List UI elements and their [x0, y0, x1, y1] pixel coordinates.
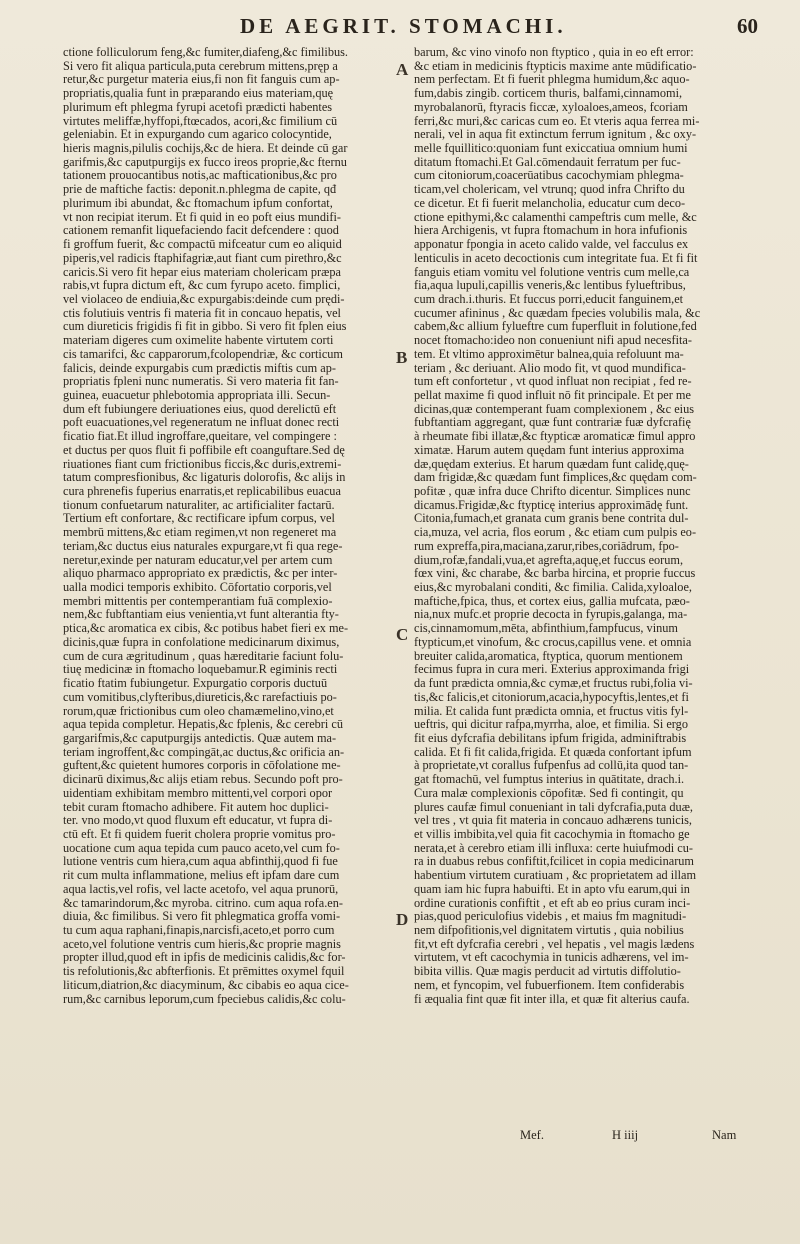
text-line: dum eft fubiungere deriuationes eius, quod derelictū eft	[63, 402, 337, 416]
text-line: fia,aqua lupuli,capillis veneris,&c lentibus fylueftribus,	[414, 279, 686, 293]
text-line: geleniabin. Et in expurgando cum agarico colocyntide,	[63, 128, 332, 142]
text-line: tem. Et vltimo approximētur balnea,quia refoluunt ma-	[414, 347, 684, 361]
text-line: cia,muza, vel acria, flos eorum , &c etiam cum pulpis eo-	[414, 526, 697, 540]
text-line: &c tamarindorum,&c myroba. citrino. cum aqua rofa.en-	[63, 896, 343, 910]
text-line: vel violaceo de endiuia,&c expurgabis:deinde cum prędi-	[63, 292, 345, 306]
text-line: &c etiam in medicinis ftypticis maxime ante mūdificatio-	[414, 59, 697, 73]
text-line: teriam , &c deriuant. Alio modo fit, vt quod mundifica-	[414, 361, 686, 375]
text-line: tis refolutionis,&c abfterfionis. Et prēmittes oxymel fquil	[63, 965, 345, 979]
text-line: propriatis,qualia funt in præparando eius materiam,quę	[63, 87, 334, 101]
section-marker-b: B	[396, 348, 408, 367]
text-line: tis,&c falicis,et citoniorum,acacia,hypocyftis,lentes,et fi	[414, 690, 689, 704]
text-line: pias,quod periculofius videbis , et maius fm magnitudi-	[414, 910, 687, 924]
text-line: myrobalanorū, ftyracis ficcæ, xyloaloes,ameos, fcoriam	[414, 100, 688, 114]
text-line: plures caufæ fimul conueniant in tali dyfcrafia,puta duæ,	[414, 800, 693, 814]
text-line: Citonia,fumach,et granata cum granis bene contrita dul-	[414, 512, 689, 526]
text-line: nem, et fyncopim, vel fubuerfionem. Item confiderabis	[414, 978, 685, 992]
text-line: nia,nux mufc.et proprie decocta in fyrupis,galanga, ma-	[414, 608, 688, 622]
text-line: tebit curam ftomacho adhibere. Fit autem hoc duplici-	[63, 800, 329, 814]
text-line: aliquo pharmaco appropriato ex prædictis, &c per inter-	[63, 567, 338, 581]
text-line: breuiter calida,aromatica, ftyptica, quorum mentionem	[414, 649, 683, 663]
text-line: vt non recipiat iterum. Et fi quid in eo poft eius mundifi-	[63, 210, 341, 224]
text-line: tiuę medicinæ in ftomacho loquebamur.R egiminis recti	[63, 663, 338, 677]
text-line: et villis imbibita,vel quia fit cacochymia in ftomacho ge	[414, 827, 690, 841]
text-line: et ductus per quos fluit fi poffibile eft coanguftare.Sed dę	[63, 443, 345, 457]
text-line: tatum compresfionibus, &c ligaturis dolorofis, &c alijs in	[63, 471, 346, 485]
text-line: uocatione cum aqua tepida cum pauco aceto,vel cum fo-	[63, 841, 340, 855]
text-line: fi æqualia fint quæ fit inter illa, et quæ fit alterius caufa.	[414, 992, 690, 1006]
text-line: plurimum ibi abundat, &c ftomachum ipfum confortat,	[63, 196, 333, 210]
text-line: virtutes meliffæ,hyffopi,ftœcados, acori,&c fimilium cū	[63, 114, 338, 128]
text-line: ctione folliculorum feng,&c fumiter,diafeng,&c fimilibus.	[63, 46, 348, 59]
text-line: à proprietate,vt corallus fufpenfus ad collū,ita quod tan-	[414, 759, 689, 773]
text-line: nem difpofitionis,vel dignitatem virtutis , quia nobilius	[414, 924, 684, 937]
text-line: cum vomitibus,clyfteribus,diureticis,&c rarefactiuis po-	[63, 690, 337, 704]
text-line: tationem prouocantibus notis,ac mafticationibus,&c pro	[63, 169, 337, 183]
text-line: fit,vt eft dyfcrafia cerebri , vel hepatis , vel magis lædens	[414, 937, 695, 951]
text-line: Si vero fit aliqua particula,puta cerebrum mittens,pręp a	[63, 59, 338, 73]
text-line: cum diureticis frigidis fi fit in gibbo. Si vero fit fplen eius	[63, 320, 347, 334]
text-line: fubftantiam aggregant, quæ funt contrariæ fuæ dyfcrafię	[414, 416, 691, 430]
text-line: plurimum eft phlegma fyrupi acetofi prædicti habentes	[63, 100, 333, 114]
text-line: ualla modici temporis exhibito. Cōfortatio corporis,vel	[63, 581, 332, 595]
text-line: lutione ventris cum hiera,cum aqua abfinthij,quod fi fue	[63, 855, 338, 869]
text-line: gargarifmis,&c caputpurgijs antedictis. Quæ autem ma-	[63, 731, 337, 745]
text-line: dium,rofæ,fandali,vua,et agrefta,aquę,et fuccus eorum,	[414, 553, 684, 567]
text-line: bibita villis. Quæ magis perducit ad virtutis diffolutio-	[414, 965, 681, 979]
text-line: rit cum multa inflammatione, melius eft ipfam dare cum	[63, 869, 340, 883]
right-text-column	[414, 46, 750, 1006]
text-line: fanguis etiam vomitu vel folutione ventris cum melle,ca	[414, 265, 690, 279]
text-line: dicinas,quæ contemperant fuam complexionem , &c eius	[414, 402, 695, 416]
text-line: rorum,quæ frictionibus cum oleo chamæmelino,vino,et	[63, 704, 334, 718]
text-line: nerali, vel in aqua fit extinctum ferrum ignitum , &c oxy-	[414, 128, 697, 142]
text-line: propter illud,quod eft in ipfis de medicinis calidis,&c for-	[63, 951, 346, 965]
catchword-left: Mef.	[520, 1128, 544, 1142]
text-line: dæ,quędam exterius. Et harum quædam funt calidę,quę-	[414, 457, 689, 471]
text-line: gat ftomachū, vel fumptus interius in quātitate, drach.i.	[414, 773, 685, 787]
text-line: ctione epithymi,&c calamenthi campeftris cum melle, &c	[414, 210, 697, 224]
text-line: da funt prædicta omnia,&c cymæ,et fructus rubi,folia vi-	[414, 677, 693, 691]
text-line: cum de cura ægritudinum , quas hæreditarie faciunt folu-	[63, 649, 344, 663]
text-line: ctis folutiuis ventris fi materia fit in concauo hepatis, vel	[63, 306, 341, 320]
text-line: nerata,et à cerebro etiam illi influxa: certe huiufmodi cu-	[414, 841, 693, 855]
text-line: lenticulis in aceto decoctionis cum integritate fua. Et fi fit	[414, 251, 698, 265]
text-line: quam iam hic fupra habuifti. Et in apto vfu earum,qui in	[414, 882, 690, 896]
text-line: fum,dabis zingib. corticem thuris, balfami,cinnamomi,	[414, 87, 683, 101]
text-line: cis,cinnamomum,mēta, abfinthium,fampfucus, vinum	[414, 622, 678, 636]
text-line: barum, &c vino vinofo non ftyptico , quia in eo eft error:	[414, 46, 694, 59]
text-line: pofitæ , quæ infra duce Chrifto dicentur. Simplices nunc	[414, 485, 691, 498]
text-line: materiam digeres cum oximelite habente virtutem corti	[63, 334, 334, 348]
section-marker-d: D	[396, 910, 409, 929]
text-line: uidentiam exhibitam membro mittenti,vel corpori opor	[63, 786, 333, 800]
text-line: dam frigidæ,&c quædam funt fimplices,&c quędam com-	[414, 471, 697, 485]
text-line: aqua tepida completur. Hepatis,&c fplenis, &c cerebri cū	[63, 718, 343, 732]
section-marker-c: C	[396, 625, 409, 644]
text-line: ce dicetur. Et fi fuerit melancholia, educatur cum deco-	[414, 196, 686, 210]
text-line: fecimus fupra in cura meri. Exterius approximanda frigi	[414, 663, 690, 677]
text-line: hieris magnis,pilulis cochijs,&c de hiera. Et deinde cū gar	[63, 142, 348, 156]
text-line: piperis,vel radicis ftaphifagriæ,aut fiant cum pirethro,&c	[63, 251, 342, 265]
text-line: aqua lactis,vel rofis, vel lacte acetofo, vel aqua prunorū,	[63, 882, 339, 896]
text-line: ftypticum,et vinofum, &c crocus,capillus vene. et omnia	[414, 635, 692, 649]
text-line: cabem,&c allium fylueftre cum fuperfluit in folutione,fed	[414, 320, 697, 334]
page-number: 60	[737, 14, 758, 38]
text-line: cationem remanfit liquefaciendo facit defcendere : quod	[63, 224, 339, 238]
text-line: rum expreffa,pira,maciana,zarur,ribes,coriādrum, fpo-	[414, 539, 679, 553]
text-line: ra in duabus rebus confiftit,fcilicet in copia medicinarum	[414, 855, 695, 869]
text-line: dicinarū diximus,&c alijs etiam rebus. Secundo poft pro-	[63, 773, 343, 787]
text-line: ditatum ftomachi.Et Gal.cōmendauit ferratum per fuc-	[414, 155, 681, 169]
text-line: ordine curationis confiftit , et eft ab eo prius curam inci-	[414, 896, 691, 910]
text-line: ficatio fiat.Et illud ingroffare,queitare, vel compingere :	[63, 430, 337, 444]
text-line: prie de maftiche factis: deponit.n.phlegma de capite, qđ	[63, 183, 337, 197]
text-line: pellat maxime fi quod influit nō fit principale. Et per me	[414, 388, 691, 402]
text-line: dicinis,quæ fupra in confolatione medicinarum diximus,	[63, 635, 340, 649]
text-line: fœx vini, &c charabe, &c barba hircina, et proprie fuccus	[414, 567, 696, 581]
text-line: nem,&c fubftantiam eius venientia,vt funt alterantia fty-	[63, 608, 339, 622]
text-line: liticum,diatrion,&c diacyminum, &c cibabis eo aqua cice-	[63, 978, 349, 992]
catchword-right: Nam	[712, 1128, 737, 1142]
text-line: melle fquillitico:quoniam funt exiccatiua omnium humi	[414, 142, 688, 156]
text-line: Tertium eft confortare, &c rectificare ipfum corpus, vel	[63, 512, 335, 526]
text-line: ticam,vel cholericam, vel vtrunq; quod infra Chrifto du	[414, 183, 685, 197]
text-line: habentium virtutem curatiuam , &c proprietatem ad illam	[414, 869, 697, 883]
left-text-column	[63, 46, 393, 1006]
text-line: ferri,&c muri,&c caricas cum eo. Et vteris aqua ferrea mi-	[414, 114, 700, 128]
text-line: nocet ftomacho:ideo non conueniunt nifi apud necesfita-	[414, 334, 692, 348]
text-line: riuationes fiant cum frictionibus ficcis,&c duris,extremi-	[63, 457, 342, 471]
text-line: calida. Et fi fit calida,frigida. Et quæda confortant ipfum	[414, 745, 692, 759]
text-line: falicis, deinde expurgabis cum prædictis miftis cum ap-	[63, 361, 336, 375]
text-line: tum eft confortetur , vt quod influat non recipiat , fed re-	[414, 375, 692, 389]
text-line: tu cum aqua raphani,finapis,narcisfi,aceto,et porro cum	[63, 924, 335, 937]
text-line: cum citoniorum,coacerūatibus cacochymiam phlegma-	[414, 169, 684, 183]
text-line: à rheumate fibi illatæ,&c ftypticæ aromaticæ fimul appro	[414, 430, 696, 444]
text-line: propriatis fpleni nunc numeratis. Si vero materia fit fan-	[63, 375, 339, 389]
text-line: ximatæ. Harum autem quędam funt interius approxima	[414, 443, 685, 457]
text-line: hiera Archigenis, vt fupra ftomachum in hora infufionis	[414, 224, 688, 238]
text-line: apponatur fpongia in aceto calido valde, vel facculus ex	[414, 238, 689, 252]
text-line: ter. vno modo,vt quod fluxum eft educatur, vt fupra di-	[63, 814, 333, 828]
text-line: tionum confuetarum naturaliter, ac artificialiter factarū.	[63, 498, 335, 512]
text-line: rum,&c carnibus leporum,cum fpeciebus calidis,&c colu-	[63, 992, 346, 1006]
text-line: maftiche,fpica, thus, et cortex eius, gallia mufcata, pæo-	[414, 594, 690, 608]
text-line: cucumer afininus , &c quædam fpecies volubilis mala, &c	[414, 306, 701, 320]
signature-mark: H iiij	[612, 1128, 639, 1142]
text-line: membrū mittens,&c etiam regimen,vt non regeneret ma	[63, 526, 337, 540]
text-line: diuia, &c fimilibus. Si vero fit phlegmatica groffa vomi-	[63, 910, 341, 924]
section-marker-a: A	[396, 60, 409, 79]
text-line: virtutem, vt eft cacochymia in tunicis adhærens, vel im-	[414, 951, 689, 965]
text-line: rabis,vt fupra dictum eft, &c cum fyrupo aceto. fimplici,	[63, 279, 341, 293]
text-line: ueftris, qui dicitur rafpa,myrrha, aloe, et fimilia. Si ergo	[414, 718, 688, 732]
text-line: nem perfectam. Et fi fuerit phlegma humidum,&c aquo-	[414, 73, 690, 87]
text-line: ctū eft. Et fi quidem fuerit cholera proprie vomitus pro-	[63, 827, 336, 841]
text-line: guinea, euacuetur phlebotomia appropriata illi. Secun-	[63, 388, 331, 402]
text-line: Cura malæ complexionis cōpofitæ. Sed fi contingit, qu	[414, 786, 684, 800]
text-line: fit eius dyfcrafia debilitans ipfum frigida, adminiftrabis	[414, 731, 687, 745]
text-line: aceto,vel folutione ventris cum hieris,&c proprie magnis	[63, 937, 341, 951]
text-line: retur,&c purgetur materia eius,fi non fit fanguis cum ap-	[63, 73, 340, 87]
running-header	[60, 14, 770, 42]
text-line: membri mittentis per contemperantiam fuā complexio-	[63, 594, 333, 608]
running-title: DE AEGRIT. STOMACHI.	[240, 14, 567, 38]
text-line: poft euacuationes,vel regeneratum ne influat donec recti	[63, 416, 340, 430]
text-line: cum drach.i.thuris. Et fuccus porri,educit fanguinem,et	[414, 292, 684, 306]
text-line: garifmis,&c caputpurgijs ex fucco ireos proprie,&c fternu	[63, 155, 347, 169]
text-line: teriam ingroffent,&c compingāt,ac ductus,&c orificia an-	[63, 745, 345, 759]
text-line: eius,&c myrobalani conditi, &c fimilia. Calida,xyloaloe,	[414, 581, 692, 595]
text-line: fi groffum fuerit, &c compactū mifceatur cum eo aliquid	[63, 238, 342, 252]
text-line: ficatio ftatim fubiungetur. Expurgatio corporis ductuū	[63, 677, 328, 691]
text-line: caricis.Si vero fit hepar eius materiam cholericam præpa	[63, 265, 341, 279]
text-line: neretur,exinde per naturam educatur,vel per artem cum	[63, 553, 333, 567]
text-line: dicamus.Frigidæ,&c ftypticę interius approximādę funt.	[414, 498, 689, 512]
text-line: vel tres , vt quia fit materia in concauo adhærens tunicis,	[414, 814, 692, 828]
text-line: cis tamarifci, &c capparorum,fcolopendriæ, &c corticum	[63, 347, 343, 361]
text-line: guftent,&c quietent humores corporis in cōfolatione me-	[63, 759, 341, 773]
text-line: milia. Et calida funt prædicta omnia, et fructus vitis fyl-	[414, 704, 689, 718]
text-line: teriam,&c ductus eius naturales expurgare,vt fi qua rege-	[63, 539, 343, 553]
text-line: ptica,&c aromatica ex cibis, &c potibus habet fieri ex me-	[63, 622, 349, 636]
text-line: cura phrenefis fuperius enarratis,et replicabilibus euacua	[63, 485, 341, 498]
